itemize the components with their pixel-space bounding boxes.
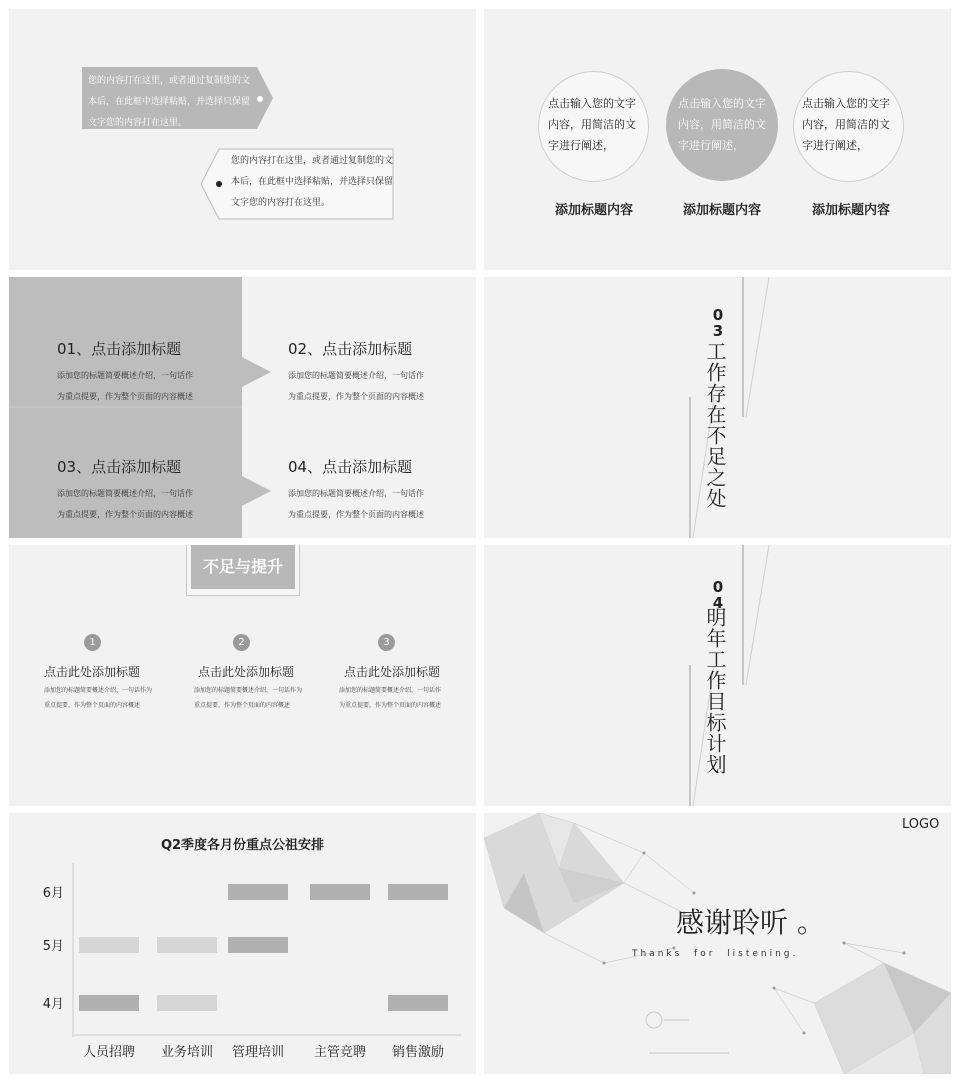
logo: LOGO bbox=[902, 817, 940, 832]
thanks-title: 感谢聆听 。 bbox=[676, 906, 825, 939]
y-tick-label: 4月 bbox=[42, 997, 64, 1012]
step-3-title: 点击此处添加标题 bbox=[344, 665, 441, 679]
item-2-line2: 为重点提要，作为整个页面的内容概述 bbox=[288, 392, 424, 401]
gantt-bar bbox=[388, 884, 448, 900]
item-3-title: 03、点击添加标题 bbox=[57, 458, 182, 476]
y-tick-label: 5月 bbox=[42, 939, 64, 954]
y-tick-label: 6月 bbox=[42, 886, 64, 901]
item-2-line1: 添加您的标题简要概述介绍，一句话作 bbox=[288, 371, 424, 380]
section-number: 04 bbox=[712, 578, 724, 612]
x-tick-label: 管理培训 bbox=[231, 1045, 285, 1060]
thanks-subtitle: Thanks for listening. bbox=[632, 949, 799, 959]
slide-section-04 bbox=[484, 545, 951, 806]
item-2-title: 02、点击添加标题 bbox=[288, 340, 413, 358]
ring-icon bbox=[646, 1012, 662, 1028]
circle-1-text: 点击输入您的文字内容，用简洁的文字进行阐述， bbox=[548, 97, 636, 152]
gantt-chart bbox=[9, 813, 476, 1074]
step-2-line2: 重点提要，作为整个页面的内容概述 bbox=[194, 702, 291, 709]
chart-title: Q2季度各月份重点公祖安排 bbox=[160, 838, 325, 853]
slide-circles bbox=[484, 9, 951, 270]
section-title: 工作存在不足之处 bbox=[703, 341, 727, 509]
step-1-badge: 1 bbox=[84, 634, 101, 651]
gantt-bar bbox=[388, 995, 448, 1011]
gantt-bar bbox=[79, 995, 139, 1011]
section-number: 03 bbox=[712, 306, 724, 340]
step-1-line2: 重点提要，作为整个页面的内容概述 bbox=[44, 702, 141, 709]
circle-3-text: 点击输入您的文字内容，用简洁的文字进行阐述， bbox=[802, 97, 890, 152]
gantt-bar bbox=[157, 995, 217, 1011]
item-1-line1: 添加您的标题简要概述介绍，一句话作 bbox=[57, 371, 193, 380]
step-1-line1: 添加您的标题简要概述介绍，一句话作为 bbox=[44, 687, 153, 694]
polygon-decor bbox=[484, 813, 951, 1074]
step-3-line1: 添加您的标题简要概述介绍，一句话作 bbox=[339, 687, 442, 694]
circle-2-title: 添加标题内容 bbox=[682, 203, 761, 218]
step-2-line1: 添加您的标题简要概述介绍，一句话作为 bbox=[194, 687, 303, 694]
gantt-bar bbox=[157, 937, 217, 953]
slide-four-titles bbox=[9, 277, 476, 538]
item-4-line1: 添加您的标题简要概述介绍，一句话作 bbox=[288, 489, 424, 498]
item-1-title: 01、点击添加标题 bbox=[57, 340, 182, 358]
slide-text-boxes bbox=[9, 9, 476, 270]
slide-section-03 bbox=[484, 277, 951, 538]
bullet-dot-icon bbox=[257, 96, 263, 102]
slide-chart bbox=[9, 813, 476, 1074]
step-3-badge: 3 bbox=[378, 634, 395, 651]
section-title: 明年工作目标计划 bbox=[703, 607, 727, 775]
item-1-line2: 为重点提要，作为整个页面的内容概述 bbox=[57, 392, 193, 401]
bullet-dot-icon bbox=[216, 181, 222, 187]
item-3-line2: 为重点提要，作为整个页面的内容概述 bbox=[57, 510, 193, 519]
gantt-bar bbox=[310, 884, 370, 900]
x-tick-label: 人员招聘 bbox=[82, 1045, 136, 1060]
slide-thanks bbox=[484, 813, 951, 1074]
x-tick-label: 业务培训 bbox=[160, 1045, 214, 1060]
gantt-bar bbox=[228, 884, 288, 900]
step-2-badge: 2 bbox=[233, 634, 250, 651]
gantt-bar bbox=[79, 937, 139, 953]
x-tick-label: 销售激励 bbox=[391, 1045, 445, 1060]
callout-text-2: 您的内容打在这里，或者通过复制您的文本后，在此框中选择粘贴，并选择只保留文字您的内容打在这里。 bbox=[231, 156, 394, 208]
section-header: 不足与提升 bbox=[191, 545, 295, 589]
x-tick-label: 主管竞聘 bbox=[313, 1045, 367, 1060]
step-1-title: 点击此处添加标题 bbox=[44, 665, 141, 679]
item-4-line2: 为重点提要，作为整个页面的内容概述 bbox=[288, 510, 424, 519]
circle-2-text: 点击输入您的文字内容，用简洁的文字进行阐述， bbox=[678, 97, 766, 152]
circle-3-title: 添加标题内容 bbox=[811, 203, 890, 218]
slide-improvement bbox=[9, 545, 476, 806]
item-4-title: 04、点击添加标题 bbox=[288, 458, 413, 476]
circle-1-title: 添加标题内容 bbox=[554, 203, 633, 218]
gantt-bar bbox=[228, 937, 288, 953]
step-3-line2: 为重点提要，作为整个页面的内容概述 bbox=[339, 702, 442, 709]
callout-text-1: 您的内容打在这里，或者通过复制您的文本后，在此框中选择粘贴，并选择只保留文字您的内容打在这里。 bbox=[88, 76, 251, 128]
item-3-line1: 添加您的标题简要概述介绍，一句话作 bbox=[57, 489, 193, 498]
step-2-title: 点击此处添加标题 bbox=[198, 665, 295, 679]
